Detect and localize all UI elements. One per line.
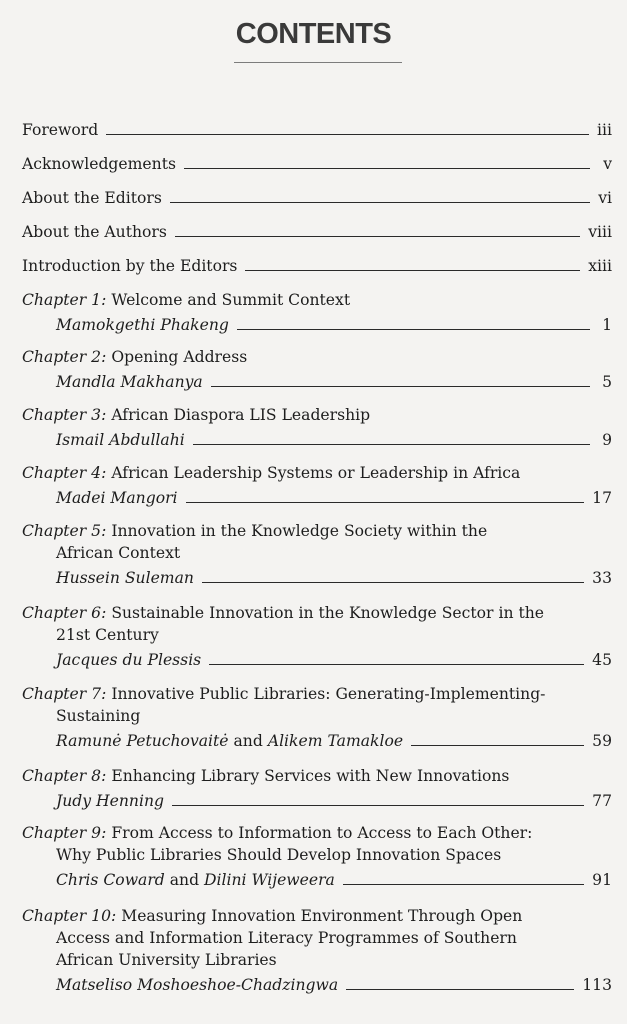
toc-chapter-7[interactable] (22, 683, 612, 752)
chapter-author: Mandla Makhanya (56, 373, 203, 391)
dot-leader (202, 582, 584, 583)
page-number: 5 (602, 373, 612, 391)
chapter-title: African Diaspora LIS Leadership (111, 406, 371, 424)
chapter-number: Chapter 9: (22, 824, 107, 842)
toc-chapter-2[interactable] (22, 346, 612, 393)
chapter-author (56, 869, 335, 891)
chapter-title-line (22, 905, 612, 927)
author-name: Ramunė Petuchovaitė (56, 732, 229, 750)
toc-entry-about-authors[interactable] (22, 221, 612, 243)
toc-entry-introduction[interactable] (22, 255, 612, 277)
chapter-title: Welcome and Summit Context (111, 291, 351, 309)
toc-chapter-9[interactable] (22, 822, 612, 891)
author-name: Chris Coward (56, 871, 165, 889)
toc-chapter-1[interactable] (22, 289, 612, 336)
toc-chapter-4[interactable] (22, 462, 612, 509)
page-number: 45 (592, 651, 612, 669)
chapter-number: Chapter 4: (22, 464, 107, 482)
chapter-author: Judy Henning (56, 792, 164, 810)
chapter-title-line (22, 822, 612, 844)
chapter-title-continued: Why Public Libraries Should Develop Innovation Spaces (56, 846, 502, 864)
chapter-title-line (22, 520, 612, 542)
chapter-title-line (22, 346, 612, 368)
dot-leader (193, 444, 590, 445)
page-number: 17 (592, 489, 612, 507)
chapter-title-continued: Sustaining (56, 707, 141, 725)
dot-leader (186, 502, 585, 503)
chapter-author: Matseliso Moshoeshoe-Chadzingwa (56, 976, 339, 994)
dot-leader (175, 236, 580, 237)
chapter-author: Madei Mangori (56, 489, 178, 507)
chapter-number: Chapter 1: (22, 291, 107, 309)
chapter-title-line (22, 404, 612, 426)
author-joiner: and (169, 871, 200, 889)
chapter-author (56, 730, 403, 752)
chapter-author: Hussein Suleman (56, 569, 194, 587)
page-number: xiii (588, 257, 612, 275)
chapter-title: Innovation in the Knowledge Society within the (111, 522, 488, 540)
dot-leader (346, 989, 574, 990)
chapter-title-line (22, 602, 612, 624)
chapter-title: Innovative Public Libraries: Generating-Implementing- (111, 685, 546, 703)
page-number: 113 (582, 976, 612, 994)
chapter-number: Chapter 3: (22, 406, 107, 424)
toc-entry-acknowledgements[interactable] (22, 153, 612, 175)
dot-leader (245, 270, 580, 271)
chapter-author: Mamokgethi Phakeng (56, 316, 229, 334)
entry-label: About the Authors (22, 223, 167, 241)
chapter-title: African Leadership Systems or Leadership in Africa (111, 464, 521, 482)
toc-entry-foreword[interactable] (22, 119, 612, 141)
page-title: CONTENTS (235, 18, 392, 50)
dot-leader (209, 664, 584, 665)
toc-chapter-6[interactable] (22, 602, 612, 671)
chapter-number: Chapter 2: (22, 348, 107, 366)
chapter-number: Chapter 8: (22, 767, 107, 785)
toc-entry-about-editors[interactable] (22, 187, 612, 209)
chapter-title: Enhancing Library Services with New Innovations (111, 767, 510, 785)
toc-chapter-8[interactable] (22, 765, 612, 812)
dot-leader (106, 134, 589, 135)
toc-chapter-10[interactable] (22, 905, 612, 996)
page-number: 9 (602, 431, 612, 449)
chapter-title-line (22, 683, 612, 705)
chapter-number: Chapter 5: (22, 522, 107, 540)
page-number: 91 (592, 871, 612, 889)
chapter-title-continued: African Context (56, 544, 181, 562)
entry-label: About the Editors (22, 189, 162, 207)
page-number: 77 (592, 792, 612, 810)
chapter-title-continued: 21st Century (56, 626, 159, 644)
dot-leader (411, 745, 584, 746)
entry-label: Acknowledgements (22, 155, 176, 173)
dot-leader (170, 202, 590, 203)
chapter-title-line (22, 462, 612, 484)
dot-leader (172, 805, 584, 806)
page-number: viii (588, 223, 612, 241)
page-number: 33 (592, 569, 612, 587)
chapter-number: Chapter 7: (22, 685, 107, 703)
page-number: vi (598, 189, 612, 207)
author-name: Dilini Wijeweera (204, 871, 335, 889)
chapter-title: Measuring Innovation Environment Through Open (121, 907, 523, 925)
chapter-title-continued: Access and Information Literacy Programmes of Southern (56, 929, 517, 947)
chapter-author: Jacques du Plessis (56, 651, 202, 669)
dot-leader (184, 168, 590, 169)
chapter-title: From Access to Information to Access to Each Other: (111, 824, 533, 842)
dot-leader (211, 386, 590, 387)
toc-chapter-3[interactable] (22, 404, 612, 451)
chapter-number: Chapter 6: (22, 604, 107, 622)
dot-leader (237, 329, 590, 330)
chapter-author: Ismail Abdullahi (56, 431, 185, 449)
chapter-title: Sustainable Innovation in the Knowledge Sector in the (111, 604, 544, 622)
toc-chapter-5[interactable] (22, 520, 612, 589)
entry-label: Foreword (22, 121, 99, 139)
dot-leader (343, 884, 584, 885)
page-number: v (603, 155, 612, 173)
chapter-title-line (22, 765, 612, 787)
chapter-title-continued: African University Libraries (56, 951, 277, 969)
chapter-title: Opening Address (111, 348, 248, 366)
page-number: 59 (592, 732, 612, 750)
page-number: 1 (602, 316, 612, 334)
author-name: Alikem Tamakloe (267, 732, 404, 750)
entry-label: Introduction by the Editors (22, 257, 238, 275)
page-number: iii (597, 121, 612, 139)
title-underline (234, 62, 402, 63)
author-joiner: and (233, 732, 263, 750)
chapter-number: Chapter 10: (22, 907, 117, 925)
chapter-title-line (22, 289, 612, 311)
